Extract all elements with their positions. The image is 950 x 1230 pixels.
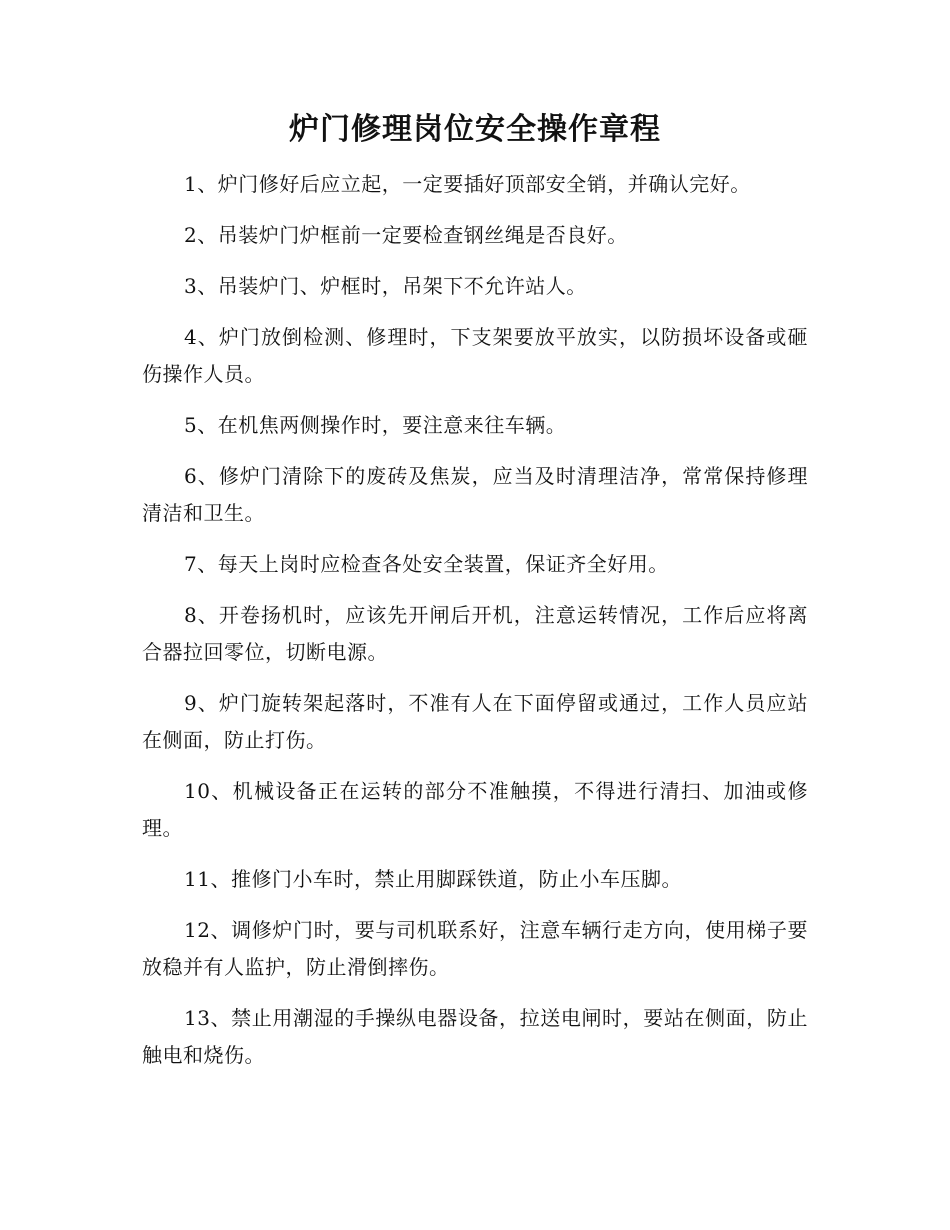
rule-item-8: 8、开卷扬机时，应该先开闸后开机，注意运转情况，工作后应将离合器拉回零位，切断电源。: [142, 603, 808, 664]
rule-item-12: 12、调修炉门时，要与司机联系好，注意车辆行走方向，使用梯子要放稳并有人监护，防止滑倒摔伤。: [142, 918, 808, 979]
rule-item-10: 10、机械设备正在运转的部分不准触摸，不得进行清扫、加油或修理。: [142, 779, 808, 840]
rule-item-1: 1、炉门修好后应立起，一定要插好顶部安全销，并确认完好。: [184, 172, 751, 196]
rule-item-11: 11、推修门小车时，禁止用脚踩铁道，防止小车压脚。: [184, 867, 682, 891]
rule-item-6: 6、修炉门清除下的废砖及焦炭，应当及时清理洁净，常常保持修理清洁和卫生。: [142, 464, 808, 525]
rule-item-5: 5、在机焦两侧操作时，要注意来往车辆。: [184, 413, 567, 437]
document-body: [142, 166, 808, 1088]
document-title: 炉门修理岗位安全操作章程: [289, 112, 661, 147]
rule-item-3: 3、吊装炉门、炉框时，吊架下不允许站人。: [184, 274, 587, 298]
rule-item-7: 7、每天上岗时应检查各处安全装置，保证齐全好用。: [184, 552, 669, 576]
rule-item-4: 4、炉门放倒检测、修理时，下支架要放平放实，以防损坏设备或砸伤操作人员。: [142, 325, 808, 386]
rule-item-9: 9、炉门旋转架起落时，不准有人在下面停留或通过，工作人员应站在侧面，防止打伤。: [142, 691, 808, 752]
rule-item-13: 13、禁止用潮湿的手操纵电器设备，拉送电闸时，要站在侧面，防止触电和烧伤。: [142, 1006, 808, 1067]
rule-item-2: 2、吊装炉门炉框前一定要检查钢丝绳是否良好。: [184, 223, 628, 247]
